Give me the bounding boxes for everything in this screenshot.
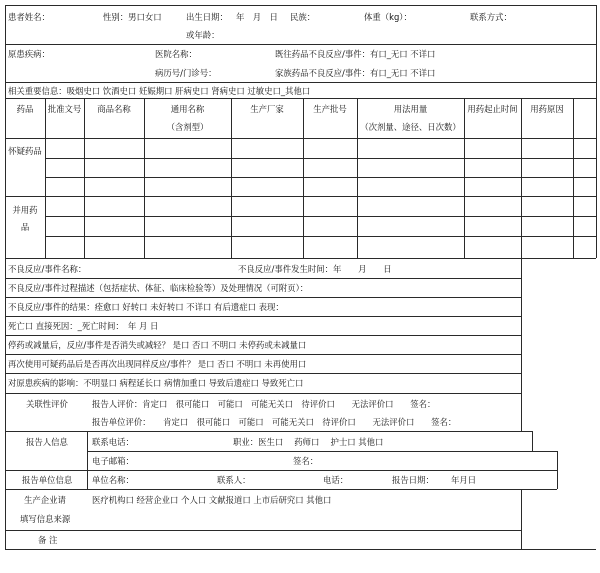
reporter-signature-label: 签名： [293, 456, 319, 466]
line [5, 393, 521, 394]
contact-label: 联系方式： [470, 12, 512, 22]
ethnicity-label: 民族： [290, 12, 316, 22]
line [521, 98, 522, 258]
reporter-email-label: 电子邮箱： [92, 456, 134, 466]
line [5, 316, 521, 317]
report-date-format: 年月日 [451, 475, 477, 485]
line [5, 5, 596, 6]
line [596, 5, 597, 258]
source-label: 生产企业请 [24, 495, 66, 505]
col-period: 用药起止时间 [467, 104, 518, 114]
col-trade-name: 商品名称 [97, 104, 131, 114]
family-adr-options: 家族药品不良反应/事件：有口_无口 不详口 [275, 68, 436, 78]
reaction-name-label: 不良反应/事件名称： [8, 264, 87, 274]
evaluation-label: 关联性评价 [26, 399, 68, 409]
patient-name-label: 患者姓名： [8, 12, 50, 22]
reaction-process-label: 不良反应/事件过程描述（包括症状、体征、临床检验等）及处理情况（可附页）： [8, 283, 309, 293]
line [521, 489, 522, 549]
unit-contact-label: 联系人： [217, 475, 251, 485]
unit-evaluation-options: 报告单位评价： 肯定口 很可能口 可能口 可能无关口 待评价口 无法评价口 签名： [92, 417, 457, 427]
line [303, 98, 304, 258]
col-batch-no: 生产批号 [313, 104, 347, 114]
record-number-label: 病历号/门诊号： [155, 68, 217, 78]
line [5, 5, 6, 549]
line [521, 258, 522, 431]
line [5, 354, 521, 355]
line [5, 431, 532, 432]
col-usage: 用法用量 [393, 104, 428, 114]
line [5, 489, 557, 490]
reaction-result-options: 不良反应/事件的结果：痊愈口 好转口 未好转口 不详口 有后遗症口 表现： [8, 302, 284, 312]
death-line: 死亡口 直接死因：_死亡时间： 年 月 日 [8, 321, 159, 331]
line [5, 373, 521, 374]
line [5, 549, 596, 550]
concomitant-drug-label: 并用药 [12, 205, 38, 215]
col-manufacturer: 生产厂家 [250, 104, 284, 114]
line [5, 258, 596, 259]
line [45, 236, 596, 237]
remarks-label: 备 注 [38, 535, 58, 545]
reporter-evaluation-options: 报告人评价：肯定口 很可能口 可能口 可能无关口 待评价口 无法评价口 签名： [92, 399, 436, 409]
line [87, 451, 557, 452]
line [84, 98, 85, 258]
reporter-phone-label: 联系电话： [92, 437, 134, 447]
birth-date-format: 年 月 日 [236, 12, 278, 22]
unit-info-label: 报告单位信息 [22, 475, 73, 485]
line [45, 216, 596, 217]
reporter-job-options: 职业：医生口 药师口 护士口 其他口 [233, 437, 384, 447]
past-adr-options: 既往药品不良反应/事件：有口_无口 不详口 [275, 49, 436, 59]
dechallenge-question: 停药或减量后，反应/事件是否消失或减轻？ 是口 否口 不明口 未停药或未减量口 [8, 340, 307, 350]
birth-date-label: 出生日期： [186, 12, 228, 22]
report-date-label: 报告日期： [392, 475, 434, 485]
line [5, 278, 521, 279]
sex-options: 性别：男口女口 [103, 12, 162, 22]
line [5, 530, 521, 531]
col-generic-name: 通用名称 [170, 104, 205, 114]
source-options: 医疗机构口 经营企业口 个人口 文献报道口 上市后研究口 其他口 [92, 495, 332, 505]
unit-phone-label: 电话： [323, 475, 349, 485]
source-label-2: 填写信息来源 [20, 514, 71, 524]
col-drug: 药品 [16, 104, 34, 114]
hospital-name-label: 医院名称： [155, 49, 197, 59]
suspect-drug-label: 怀疑药品 [8, 146, 42, 156]
important-info: 相关重要信息：吸烟史口 饮酒史口 妊娠期口 肝病史口 肾病史口 过敏史口_其他口 [8, 86, 311, 96]
line [231, 98, 232, 258]
line [5, 44, 596, 45]
line [573, 98, 574, 258]
concomitant-drug-label-2: 品 [20, 222, 30, 232]
line [45, 158, 596, 159]
col-usage-sub: （次剂量、途径、日次数） [360, 122, 461, 132]
line [464, 98, 465, 258]
line [5, 138, 596, 139]
rechallenge-question: 再次使用可疑药品后是否再次出现同样反应/事件？ 是口 否口 不明口 未再使用口 [8, 359, 307, 369]
col-generic-sub: （含剂型） [166, 122, 209, 132]
reaction-time-label: 不良反应/事件发生时间：年 月 日 [238, 264, 392, 274]
age-label: 或年龄： [186, 30, 220, 40]
reporter-info-label: 报告人信息 [26, 437, 68, 447]
col-reason: 用药原因 [530, 104, 564, 114]
line [45, 98, 46, 258]
line [5, 82, 596, 83]
original-disease-label: 原患疾病： [8, 49, 50, 59]
col-approval-no: 批准文号 [47, 104, 82, 114]
disease-impact-options: 对原患疾病的影响：不明显口 病程延长口 病情加重口 导致后遗症口 导致死亡口 [8, 378, 304, 388]
weight-label: 体重（kg）： [364, 12, 412, 22]
line [87, 431, 88, 489]
line [5, 335, 521, 336]
line [532, 431, 533, 451]
line [5, 297, 521, 298]
line [557, 451, 558, 489]
line [5, 98, 596, 99]
line [5, 196, 596, 197]
line [45, 177, 596, 178]
unit-name-label: 单位名称： [92, 475, 134, 485]
